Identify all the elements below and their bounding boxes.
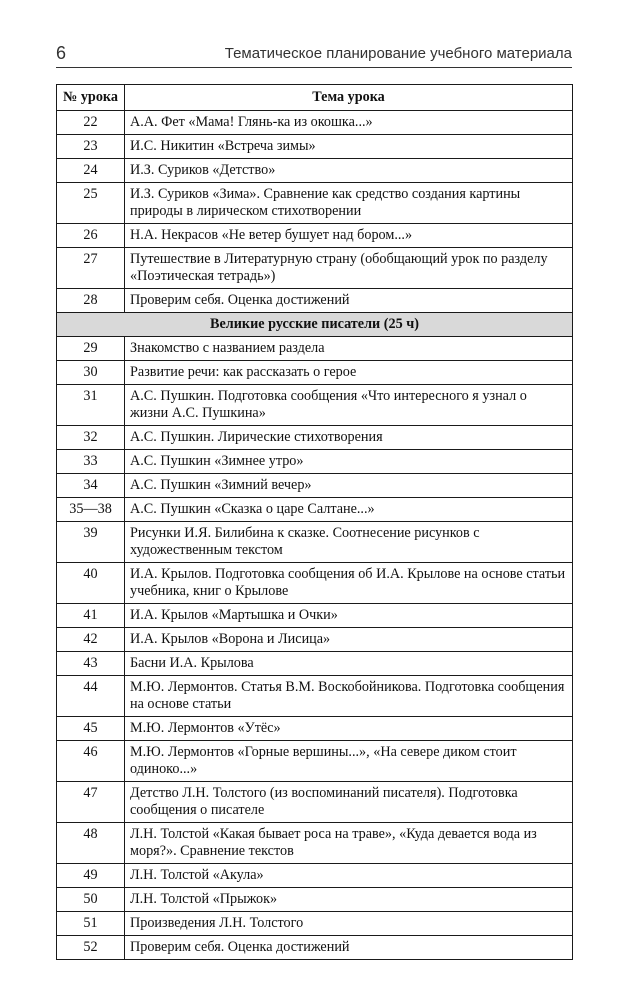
lesson-topic: Знакомство с названием раздела xyxy=(125,337,573,361)
lesson-topic: М.Ю. Лермонтов «Горные вершины...», «На севере диком стоит одиноко...» xyxy=(125,741,573,782)
section-row xyxy=(57,313,573,337)
lesson-topic: А.С. Пушкин «Сказка о царе Салтане...» xyxy=(125,498,573,522)
lesson-topic: Л.Н. Толстой «Акула» xyxy=(125,864,573,888)
table-row xyxy=(57,337,573,361)
lesson-number: 24 xyxy=(57,159,125,183)
lesson-topic: И.А. Крылов. Подготовка сообщения об И.А. Крылове на основе статьи учебника, книг о Крылове xyxy=(125,563,573,604)
column-header-lesson-number: № урока xyxy=(57,85,125,111)
lesson-number: 33 xyxy=(57,450,125,474)
lesson-number: 43 xyxy=(57,652,125,676)
table-row xyxy=(57,888,573,912)
lesson-topic: Л.Н. Толстой «Какая бывает роса на траве», «Куда девается вода из моря?». Сравнение текстов xyxy=(125,823,573,864)
column-header-lesson-topic: Тема урока xyxy=(125,85,573,111)
lesson-number: 39 xyxy=(57,522,125,563)
lesson-number: 50 xyxy=(57,888,125,912)
table-row xyxy=(57,936,573,960)
table-row xyxy=(57,741,573,782)
table-row xyxy=(57,604,573,628)
lesson-number: 32 xyxy=(57,426,125,450)
table-row xyxy=(57,159,573,183)
lesson-topic: Проверим себя. Оценка достижений xyxy=(125,289,573,313)
lesson-number: 46 xyxy=(57,741,125,782)
lesson-topic: И.З. Суриков «Зима». Сравнение как средство создания картины природы в лирическом стихотворении xyxy=(125,183,573,224)
lesson-topic: А.С. Пушкин «Зимнее утро» xyxy=(125,450,573,474)
section-title: Великие русские писатели (25 ч) xyxy=(57,313,573,337)
lesson-number: 52 xyxy=(57,936,125,960)
lesson-number: 30 xyxy=(57,361,125,385)
table-row xyxy=(57,289,573,313)
lesson-topic: Н.А. Некрасов «Не ветер бушует над бором...» xyxy=(125,224,573,248)
table-row xyxy=(57,135,573,159)
table-row xyxy=(57,498,573,522)
table-row xyxy=(57,426,573,450)
lesson-number: 22 xyxy=(57,111,125,135)
table-header-row xyxy=(57,85,573,111)
lesson-number: 34 xyxy=(57,474,125,498)
table-row xyxy=(57,823,573,864)
lesson-number: 23 xyxy=(57,135,125,159)
lesson-number: 51 xyxy=(57,912,125,936)
table-row xyxy=(57,474,573,498)
lesson-topic: Произведения Л.Н. Толстого xyxy=(125,912,573,936)
table-row xyxy=(57,563,573,604)
lesson-topic: А.С. Пушкин. Подготовка сообщения «Что интересного я узнал о жизни А.С. Пушкина» xyxy=(125,385,573,426)
table-row xyxy=(57,652,573,676)
lesson-plan-table xyxy=(56,84,573,960)
lesson-topic: И.А. Крылов «Мартышка и Очки» xyxy=(125,604,573,628)
lesson-topic: Л.Н. Толстой «Прыжок» xyxy=(125,888,573,912)
lesson-topic: Развитие речи: как рассказать о герое xyxy=(125,361,573,385)
lesson-topic: Детство Л.Н. Толстого (из воспоминаний писателя). Подготовка сообщения о писателе xyxy=(125,782,573,823)
table-row xyxy=(57,385,573,426)
lesson-topic: Басни И.А. Крылова xyxy=(125,652,573,676)
table-row xyxy=(57,912,573,936)
table-row xyxy=(57,111,573,135)
lesson-topic: М.Ю. Лермонтов. Статья В.М. Воскобойникова. Подготовка сообщения на основе статьи xyxy=(125,676,573,717)
lesson-number: 29 xyxy=(57,337,125,361)
lesson-topic: А.С. Пушкин. Лирические стихотворения xyxy=(125,426,573,450)
table-row xyxy=(57,522,573,563)
table-row xyxy=(57,183,573,224)
lesson-number: 47 xyxy=(57,782,125,823)
lesson-number: 48 xyxy=(57,823,125,864)
lesson-number: 45 xyxy=(57,717,125,741)
lesson-topic: Рисунки И.Я. Билибина к сказке. Соотнесение рисунков с художественным текстом xyxy=(125,522,573,563)
lesson-topic: М.Ю. Лермонтов «Утёс» xyxy=(125,717,573,741)
lesson-topic: И.С. Никитин «Встреча зимы» xyxy=(125,135,573,159)
lesson-topic: А.А. Фет «Мама! Глянь-ка из окошка...» xyxy=(125,111,573,135)
lesson-topic: Проверим себя. Оценка достижений xyxy=(125,936,573,960)
table-row xyxy=(57,361,573,385)
lesson-number: 49 xyxy=(57,864,125,888)
lesson-number: 28 xyxy=(57,289,125,313)
lesson-topic: А.С. Пушкин «Зимний вечер» xyxy=(125,474,573,498)
table-row xyxy=(57,224,573,248)
page-header xyxy=(56,43,572,68)
lesson-number: 44 xyxy=(57,676,125,717)
lesson-topic: Путешествие в Литературную страну (обобщающий урок по разделу «Поэтическая тетрадь») xyxy=(125,248,573,289)
lesson-number: 27 xyxy=(57,248,125,289)
table-row xyxy=(57,248,573,289)
lesson-number: 25 xyxy=(57,183,125,224)
table-row xyxy=(57,782,573,823)
running-title: Тематическое планирование учебного материала xyxy=(224,45,572,62)
lesson-topic: И.А. Крылов «Ворона и Лисица» xyxy=(125,628,573,652)
lesson-number: 26 xyxy=(57,224,125,248)
lesson-number: 31 xyxy=(57,385,125,426)
lesson-topic: И.З. Суриков «Детство» xyxy=(125,159,573,183)
page-number: 6 xyxy=(56,43,67,63)
lesson-number: 35—38 xyxy=(57,498,125,522)
lesson-number: 41 xyxy=(57,604,125,628)
table-row xyxy=(57,628,573,652)
table-row xyxy=(57,864,573,888)
table-row xyxy=(57,717,573,741)
lesson-number: 40 xyxy=(57,563,125,604)
table-row xyxy=(57,450,573,474)
table-row xyxy=(57,676,573,717)
lesson-number: 42 xyxy=(57,628,125,652)
table-body xyxy=(57,111,573,960)
